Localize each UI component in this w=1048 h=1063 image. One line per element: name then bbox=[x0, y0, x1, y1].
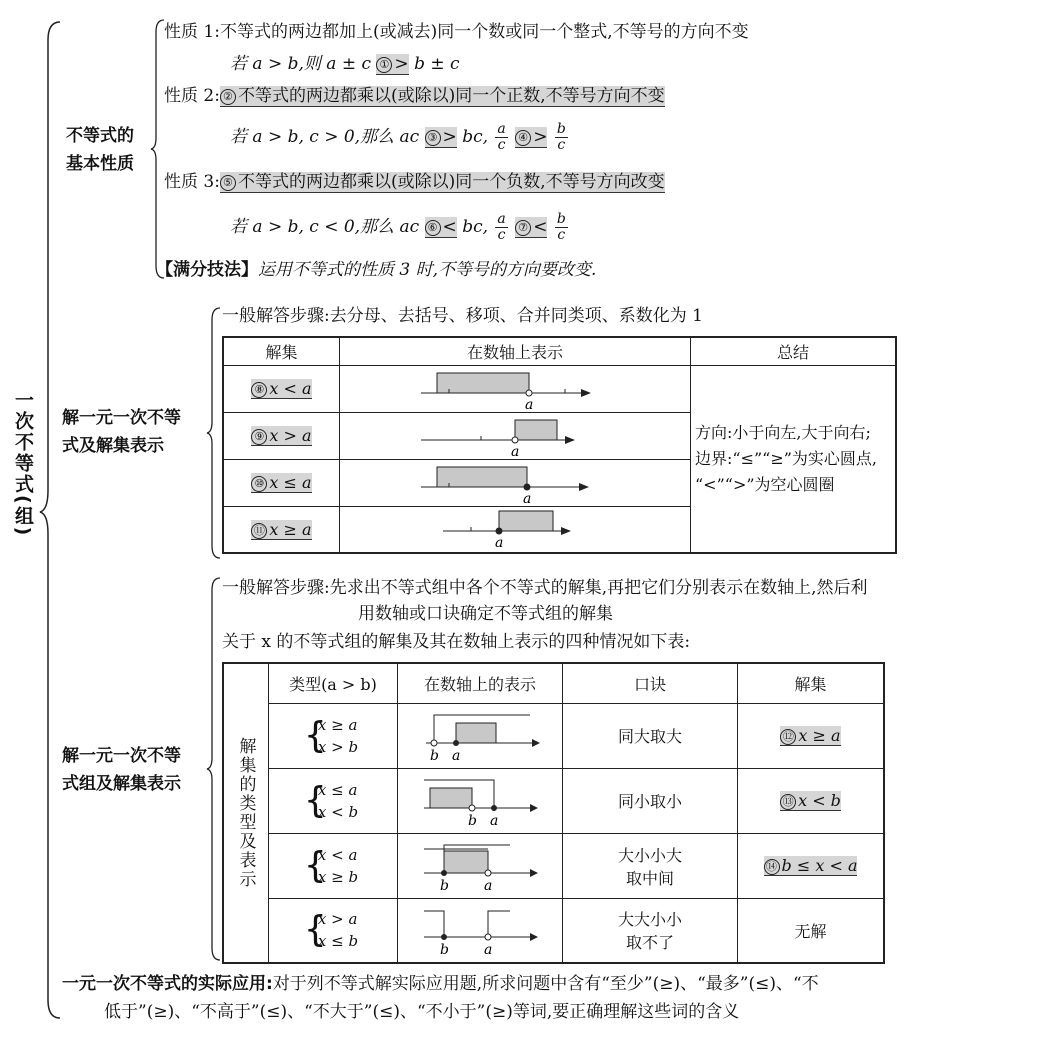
sec1-label-2: 基本性质 bbox=[66, 154, 134, 174]
inequality-system-table bbox=[222, 662, 885, 964]
row13-number-line bbox=[398, 768, 563, 833]
p1-formula-right: b ± c bbox=[414, 54, 460, 74]
row12-rhyme: 同大取大 bbox=[563, 703, 738, 768]
answer-5: ⑤ 不等式的两边都乘以(或除以)同一个负数,不等号方向改变 bbox=[220, 172, 665, 193]
fraction-a-c: $\frac{a}{c}$ bbox=[497, 121, 506, 153]
row10-number-line bbox=[340, 459, 691, 506]
row14-solution: ⑭ b ≤ x < a bbox=[738, 833, 885, 898]
answer-2: ② 不等式的两边都乘以(或除以)同一个正数,不等号方向不变 bbox=[220, 86, 665, 107]
tip bbox=[156, 258, 596, 282]
answer-7: ⑦ < bbox=[515, 217, 547, 238]
axis-a: a bbox=[452, 747, 461, 763]
col-summary: 总结 bbox=[691, 337, 897, 365]
axis-label: a bbox=[495, 535, 504, 552]
row14-rhyme: 大小小大 取中间 bbox=[563, 833, 738, 898]
application-text-2: 低于”(≥)、“不高于”(≤)、“不大于”(≤)、“不小于”(≥)等词,要正确理解这些词的含义 bbox=[104, 1002, 740, 1022]
answer-6: ⑥ < bbox=[425, 217, 457, 238]
row8-number-line bbox=[340, 365, 691, 412]
row15-solution: 无解 bbox=[738, 898, 885, 963]
tip-label: 【满分技法】 bbox=[156, 260, 258, 280]
row15-rhyme: 大大小小 取不了 bbox=[563, 898, 738, 963]
p1-label: 性质 1: bbox=[164, 22, 220, 42]
col-type: 类型(a > b) bbox=[269, 663, 398, 703]
row14-number-line bbox=[398, 833, 563, 898]
col-rhyme: 口诀 bbox=[563, 663, 738, 703]
fraction-a-c-2: $\frac{a}{c}$ bbox=[497, 211, 506, 243]
axis-b: b bbox=[440, 877, 449, 893]
sec1-label-1: 不等式的 bbox=[66, 126, 134, 146]
axis-b: b bbox=[440, 942, 449, 958]
sec1-brace bbox=[150, 18, 166, 280]
row11-solution: ⑪ x ≥ a bbox=[223, 506, 340, 553]
p2-label: 性质 2: bbox=[164, 86, 220, 106]
row11-number-line bbox=[340, 506, 691, 553]
sec2-steps: 一般解答步骤:去分母、去括号、移项、合并同类项、系数化为 1 bbox=[222, 306, 703, 326]
p2-formula-left: 若 a > b, c > 0,那么 ac bbox=[230, 127, 420, 147]
axis-a: a bbox=[490, 812, 499, 828]
axis-b: b bbox=[430, 747, 439, 763]
row14-system: { x < a x ≥ b bbox=[269, 833, 398, 898]
property-2 bbox=[164, 84, 665, 108]
single-inequality-table bbox=[222, 336, 897, 554]
sec3-label-2: 式组及解集表示 bbox=[62, 774, 181, 794]
fraction-b-c: $\frac{b}{c}$ bbox=[556, 121, 566, 153]
property-1-formula bbox=[230, 52, 460, 76]
root-title: 一次不等式(组) bbox=[12, 390, 34, 538]
answer-4: ④ > bbox=[515, 127, 547, 148]
tip-text: 运用不等式的性质 3 时,不等号的方向要改变. bbox=[258, 260, 597, 280]
axis-a: a bbox=[484, 942, 493, 958]
axis-label: a bbox=[523, 490, 532, 505]
fraction-b-c-2: $\frac{b}{c}$ bbox=[556, 211, 566, 243]
p1-formula-left: 若 a > b,则 a ± c bbox=[230, 54, 371, 74]
col-solution-set: 解集 bbox=[223, 337, 340, 365]
answer-1: ① > bbox=[376, 54, 408, 75]
side-label: 解集的类型及表示 bbox=[235, 737, 256, 889]
sec3-steps-2: 用数轴或口诀确定不等式组的解集 bbox=[358, 604, 613, 624]
row9-solution: ⑨ x > a bbox=[223, 412, 340, 459]
row9-number-line bbox=[340, 412, 691, 459]
summary-line-3: “<”“>”为空心圆圈 bbox=[695, 474, 835, 494]
sec3-brace bbox=[206, 576, 222, 962]
application-label: 一元一次不等式的实际应用: bbox=[62, 974, 273, 994]
sec2-label-2: 式及解集表示 bbox=[62, 436, 164, 456]
property-1 bbox=[164, 20, 749, 44]
col-number-line: 在数轴上表示 bbox=[340, 337, 691, 365]
row12-solution: ⑫ x ≥ a bbox=[738, 703, 885, 768]
sec2-brace bbox=[206, 306, 222, 560]
p1-text: 不等式的两边都加上(或减去)同一个数或同一个整式,不等号的方向不变 bbox=[219, 22, 749, 42]
axis-label: a bbox=[525, 396, 534, 411]
row8-solution: ⑧ x < a bbox=[223, 365, 340, 412]
p3-formula-left: 若 a > b, c < 0,那么 ac bbox=[230, 217, 420, 237]
p2-formula-mid: bc, bbox=[462, 127, 489, 147]
row15-number-line bbox=[398, 898, 563, 963]
col-solution: 解集 bbox=[738, 663, 885, 703]
row12-number-line bbox=[398, 703, 563, 768]
axis-a: a bbox=[484, 877, 493, 893]
sec3-intro: 关于 x 的不等式组的解集及其在数轴上表示的四种情况如下表: bbox=[222, 632, 691, 652]
answer-3: ③ > bbox=[425, 127, 457, 148]
row13-rhyme: 同小取小 bbox=[563, 768, 738, 833]
row13-solution: ⑬ x < b bbox=[738, 768, 885, 833]
axis-label: a bbox=[511, 443, 520, 458]
row12-system: { x ≥ a x > b bbox=[269, 703, 398, 768]
row10-solution: ⑩ x ≤ a bbox=[223, 459, 340, 506]
property-3-formula bbox=[230, 212, 570, 243]
side-label-cell bbox=[223, 663, 269, 963]
p3-formula-mid: bc, bbox=[462, 217, 489, 237]
axis-b: b bbox=[468, 812, 477, 828]
property-2-formula bbox=[230, 122, 570, 153]
row15-system: { x > a x ≤ b bbox=[269, 898, 398, 963]
application-text-1: 对于列不等式解实际应用题,所求问题中含有“至少”(≥)、“最多”(≤)、“不 bbox=[272, 974, 819, 994]
summary-line-1: 方向:小于向左,大于向右; bbox=[695, 422, 871, 442]
root-brace bbox=[38, 20, 64, 1020]
sec3-steps-1: 一般解答步骤:先求出不等式组中各个不等式的解集,再把它们分别表示在数轴上,然后利 bbox=[222, 578, 868, 598]
summary-line-2: 边界:“≤”“≥”为实心圆点, bbox=[695, 448, 878, 468]
row13-system: { x ≤ a x < b bbox=[269, 768, 398, 833]
property-3 bbox=[164, 170, 665, 194]
application-line-1 bbox=[62, 972, 819, 996]
sec2-label-1: 解一元一次不等 bbox=[62, 408, 181, 428]
summary-cell bbox=[691, 365, 897, 553]
sec3-label-1: 解一元一次不等 bbox=[62, 746, 181, 766]
p3-label: 性质 3: bbox=[164, 172, 220, 192]
col-number-line: 在数轴上的表示 bbox=[398, 663, 563, 703]
